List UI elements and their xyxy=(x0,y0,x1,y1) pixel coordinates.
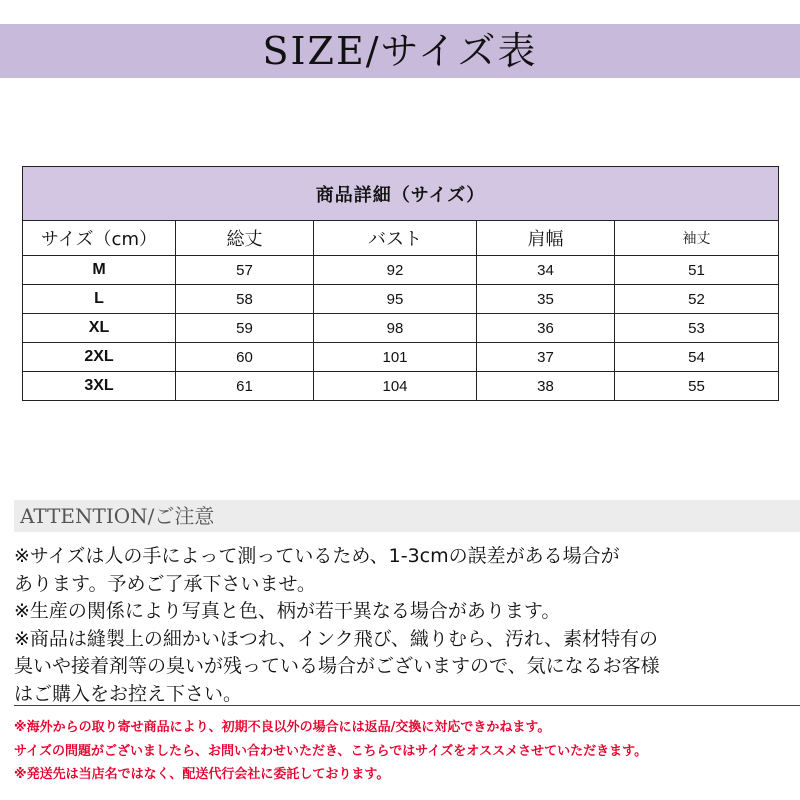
note-line: ※サイズは人の手によって測っているため、1-3cmの誤差がある場合が xyxy=(14,545,620,567)
note-line: ※生産の関係により写真と色、柄が若干異なる場合があります。 xyxy=(14,600,561,622)
cell-bust: 101 xyxy=(314,343,477,372)
page-title: SIZE/サイズ表 xyxy=(262,29,538,73)
table-row xyxy=(23,285,779,314)
table-caption-row xyxy=(23,167,779,221)
cell-sleeve: 54 xyxy=(615,343,779,372)
attention-notes xyxy=(14,543,800,708)
cell-shoulder: 35 xyxy=(477,285,615,314)
footer-note-line: サイズの問題がございましたら、お問い合わせいただき、こちらではサイズをオススメさせていただきます。 xyxy=(14,743,648,759)
footer-note-line: ※発送先は当店名ではなく、配送代行会社に委託しております。 xyxy=(14,767,390,782)
attention-title: ATTENTION/ご注意 xyxy=(20,504,215,528)
cell-length: 59 xyxy=(176,314,314,343)
cell-bust: 98 xyxy=(314,314,477,343)
header-length: 総丈 xyxy=(176,221,314,256)
table-row xyxy=(23,372,779,401)
cell-shoulder: 38 xyxy=(477,372,615,401)
note-line: 臭いや接着剤等の臭いが残っている場合がございますので、気になるお客様 xyxy=(14,655,660,677)
divider xyxy=(14,705,800,706)
table-row xyxy=(23,314,779,343)
note-line: ※商品は縫製上の細かいほつれ、インク飛び、織りむら、汚れ、素材特有の xyxy=(14,627,659,650)
table-header-row xyxy=(23,221,779,256)
cell-length: 57 xyxy=(176,256,314,285)
table-caption: 商品詳細（サイズ） xyxy=(23,167,779,221)
footer-notes xyxy=(14,716,800,787)
cell-sleeve: 53 xyxy=(615,314,779,343)
cell-size: 2XL xyxy=(23,343,176,372)
table-row xyxy=(23,256,779,285)
cell-sleeve: 55 xyxy=(615,372,779,401)
cell-size: L xyxy=(23,285,176,314)
cell-size: M xyxy=(23,256,176,285)
header-bust: バスト xyxy=(314,221,477,256)
cell-size: XL xyxy=(23,314,176,343)
note-line: あります。予めご了承下さいませ。 xyxy=(14,572,316,595)
cell-shoulder: 34 xyxy=(477,256,615,285)
cell-bust: 92 xyxy=(314,256,477,285)
cell-bust: 104 xyxy=(314,372,477,401)
cell-length: 61 xyxy=(176,372,314,401)
cell-size: 3XL xyxy=(23,372,176,401)
header-size: サイズ（cm） xyxy=(23,221,176,256)
footer-note-line: ※海外からの取り寄せ商品により、初期不良以外の場合には返品/交換に対応できかねます。 xyxy=(14,720,551,735)
cell-length: 58 xyxy=(176,285,314,314)
cell-shoulder: 36 xyxy=(477,314,615,343)
table-row xyxy=(23,343,779,372)
size-table xyxy=(22,166,779,401)
header-shoulder: 肩幅 xyxy=(477,221,615,256)
cell-shoulder: 37 xyxy=(477,343,615,372)
header-sleeve: 袖丈 xyxy=(615,221,779,256)
note-line: はご購入をお控え下さい。 xyxy=(14,682,243,705)
cell-sleeve: 52 xyxy=(615,285,779,314)
cell-length: 60 xyxy=(176,343,314,372)
cell-sleeve: 51 xyxy=(615,256,779,285)
cell-bust: 95 xyxy=(314,285,477,314)
